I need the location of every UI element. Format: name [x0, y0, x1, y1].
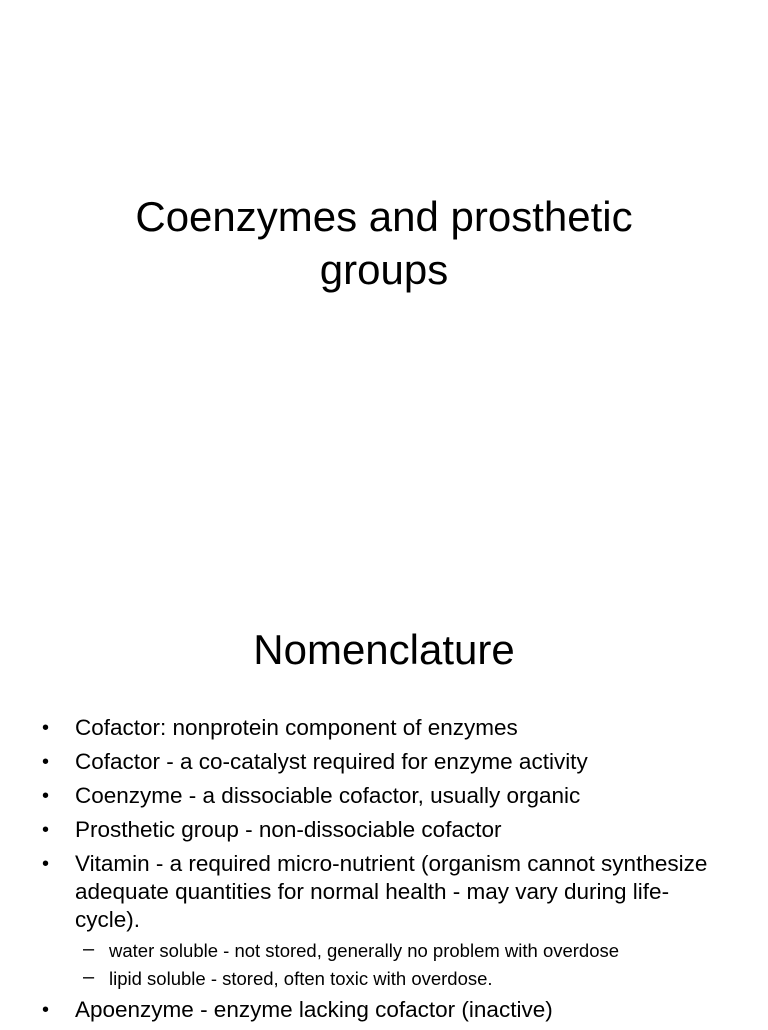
sub-list [75, 939, 728, 990]
slide-title-line-1: Coenzymes and prosthetic [135, 193, 633, 240]
nomenclature-slide [0, 576, 768, 1024]
sub-list-item [75, 967, 728, 990]
slide-title [60, 190, 708, 296]
list-item [38, 782, 728, 810]
bullet-icon: • [42, 785, 50, 807]
sub-list-item-text: water soluble - not stored, generally no problem with overdose [109, 940, 620, 961]
bullet-icon: • [42, 751, 50, 773]
list-item-text: Cofactor: nonprotein component of enzymes [75, 715, 518, 740]
slide-title-line-2: groups [319, 246, 449, 293]
list-item-text: Coenzyme - a dissociable cofactor, usually organic [75, 783, 581, 808]
bullet-icon: • [42, 717, 50, 739]
dash-icon: – [83, 966, 95, 988]
list-item-text: Vitamin - a required micro-nutrient (organism cannot synthesize adequate quantities for normal health - may vary during life-cycle). [75, 851, 708, 932]
list-item [38, 714, 728, 742]
sub-list-item-text: lipid soluble - stored, often toxic with overdose. [109, 968, 493, 989]
list-item-text: Apoenzyme - enzyme lacking cofactor (inactive) [75, 997, 553, 1022]
dash-icon: – [83, 938, 95, 960]
list-item-text: Prosthetic group - non-dissociable cofactor [75, 817, 502, 842]
bullet-icon: • [42, 819, 50, 841]
sub-list-item [75, 939, 728, 962]
bullet-icon: • [42, 853, 50, 875]
section-title: Nomenclature [253, 626, 515, 673]
bullet-icon: • [42, 999, 50, 1021]
list-item [38, 748, 728, 776]
list-item [38, 816, 728, 844]
list-item [38, 850, 728, 990]
list-item-text: Cofactor - a co-catalyst required for enzyme activity [75, 749, 588, 774]
list-item [38, 996, 728, 1024]
bullet-list [38, 714, 728, 1030]
